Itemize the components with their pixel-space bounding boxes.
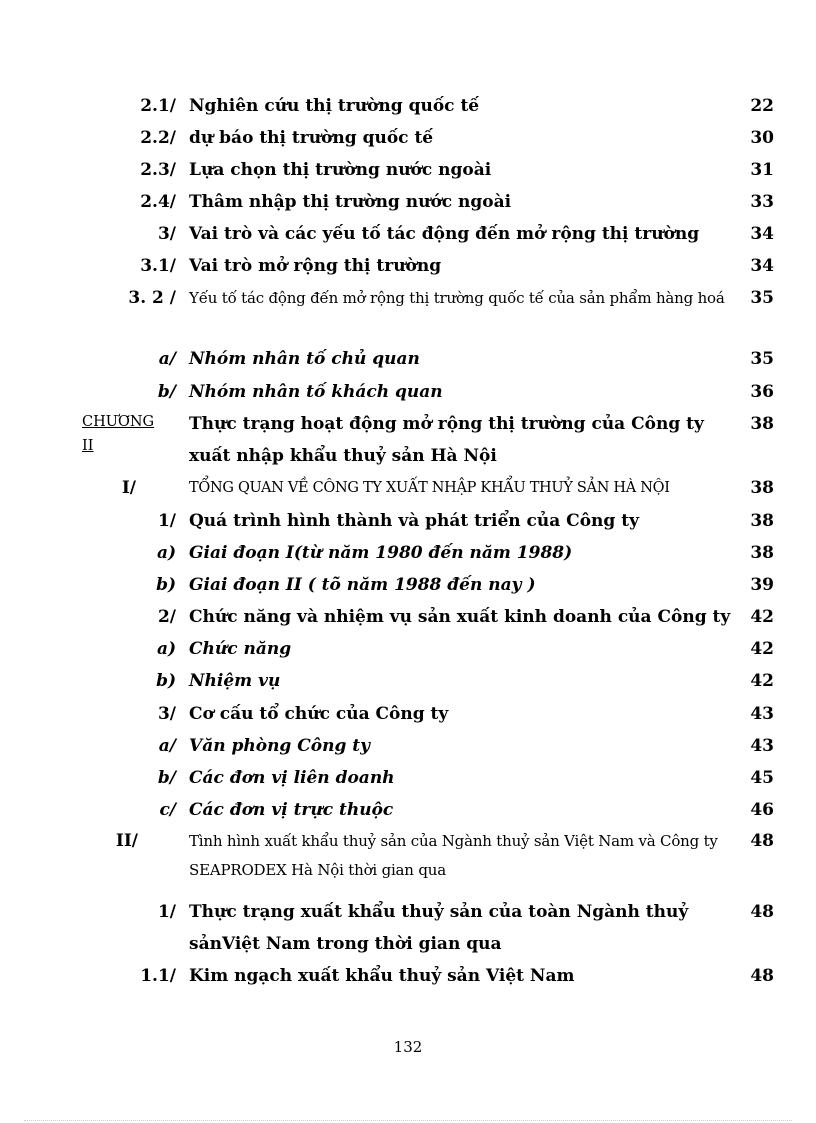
toc-entry-title: Nhóm nhân tố khách quan [189,382,443,402]
toc-entry-number: 2.2/ [140,128,176,148]
toc-entry-title: Giai đoạn I(từ năm 1980 đến năm 1988) [189,543,573,563]
toc-entry-number: 2.3/ [140,160,176,180]
toc-entry-title: dự báo thị trường quốc tế [189,128,434,148]
toc-entry-title: Chức năng [189,639,292,659]
toc-entry-number: b) [156,671,176,691]
toc-entry-page: 39 [750,575,774,595]
toc-entry-page: 48 [750,831,774,851]
toc-entry-title: Quá trình hình thành và phát triển của Công ty [189,511,639,531]
toc-entry-title: Cơ cấu tổ chức của Công ty [189,704,449,724]
toc-entry-title: Giai đoạn II ( tõ năm 1988 đến nay ) [189,575,536,595]
toc-entry-number: 3.1/ [140,256,176,276]
toc-entry-page: 43 [750,704,774,724]
toc-entry-page: 45 [750,768,774,788]
toc-entry-title: Thực trạng hoạt động mở rộng thị trường của Công ty xuất nhập khẩu thuỷ sản Hà Nội [189,414,704,466]
toc-entry-title: Các đơn vị liên doanh [189,768,395,788]
toc-entry-title: Thực trạng xuất khẩu thuỷ sản của toàn Ngành thuỷ sảnViệt Nam trong thời gian qua [189,902,689,954]
toc-entry-title: Nghiên cứu thị trường quốc tế [189,96,480,116]
toc-entry-number: 1/ [157,902,176,922]
toc-entry-number: a) [156,543,176,563]
toc-entry-page: 42 [750,639,774,659]
toc-entry-number: b/ [157,768,176,788]
toc-entry-title: Thâm nhập thị trường nước ngoài [189,192,512,212]
toc-entry-title: Chức năng và nhiệm vụ sản xuất kinh doanh của Công ty [189,607,731,627]
toc-entry-title: Yếu tố tác động đến mở rộng thị trường quốc tế của sản phẩm hàng hoá [189,289,725,307]
toc-entry-number: 3. 2 / [128,288,176,308]
toc-entry-number: I/ [121,478,136,498]
toc-entry-page: 43 [750,736,774,756]
toc-entry-title: Vai trò mở rộng thị trường [189,256,442,276]
toc-entry-page: 35 [750,349,774,369]
toc-entry-number: b) [156,575,176,595]
toc-entry-title: Lựa chọn thị trường nước ngoài [189,160,492,180]
toc-entry-page: 34 [750,224,774,244]
toc-entry-number: a) [156,639,176,659]
toc-entry-page: 30 [750,128,774,148]
toc-entry-page: 33 [750,192,774,212]
toc-entry-page: 31 [750,160,774,180]
page-number: 132 [393,1038,423,1056]
toc-entry-title: Các đơn vị trực thuộc [189,800,394,820]
toc-entry-number: 3/ [157,224,176,244]
toc-entry-title: Tình hình xuất khẩu thuỷ sản của Ngành thuỷ sản Việt Nam và Công ty SEAPRODEX Hà Nội thời gian qua [189,832,718,879]
toc-entry-page: 38 [750,543,774,563]
toc-entry-number: a/ [158,736,176,756]
toc-entry-title: Vai trò và các yếu tố tác động đến mở rộng thị trường [189,224,700,244]
toc-entry-page: 42 [750,671,774,691]
toc-entry-title: Văn phòng Công ty [189,736,370,756]
toc-entry-page: 48 [750,966,774,986]
toc-entry-page: 36 [750,382,774,402]
toc-entry-number: b/ [157,382,176,402]
toc-entry-number: 2.1/ [140,96,176,116]
toc-entry-number: 1/ [157,511,176,531]
toc-entry-page: 46 [750,800,774,820]
toc-entry-page: 22 [750,96,774,116]
toc-entry-number: 2/ [157,607,176,627]
toc-entry-page: 34 [750,256,774,276]
toc-entry-title: Nhiệm vụ [189,671,281,691]
toc-entry-number: 1.1/ [140,966,176,986]
toc-entry-page: 48 [750,902,774,922]
toc-entry-page: 38 [750,478,774,498]
toc-entry-page: 35 [750,288,774,308]
chapter-label: CHƯƠNG II [82,414,155,454]
toc-entry-number: a/ [158,349,176,369]
toc-entry-title: Nhóm nhân tố chủ quan [189,349,420,369]
toc-entry-number: 3/ [157,704,176,724]
toc-entry-number: II/ [115,831,138,851]
toc-entry-page: 38 [750,511,774,531]
toc-entry-number: 2.4/ [140,192,176,212]
page-bottom-divider [24,1120,792,1121]
toc-entry-title: Kim ngạch xuất khẩu thuỷ sản Việt Nam [189,966,575,986]
toc-entry-page: 42 [750,607,774,627]
toc-entry-number: c/ [159,800,176,820]
toc-entry-title: TỔNG QUAN VỀ CÔNG TY XUẤT NHẬP KHẨU THUỶ SẢN HÀ NỘI [189,480,670,496]
toc-entry-page: 38 [750,414,774,434]
